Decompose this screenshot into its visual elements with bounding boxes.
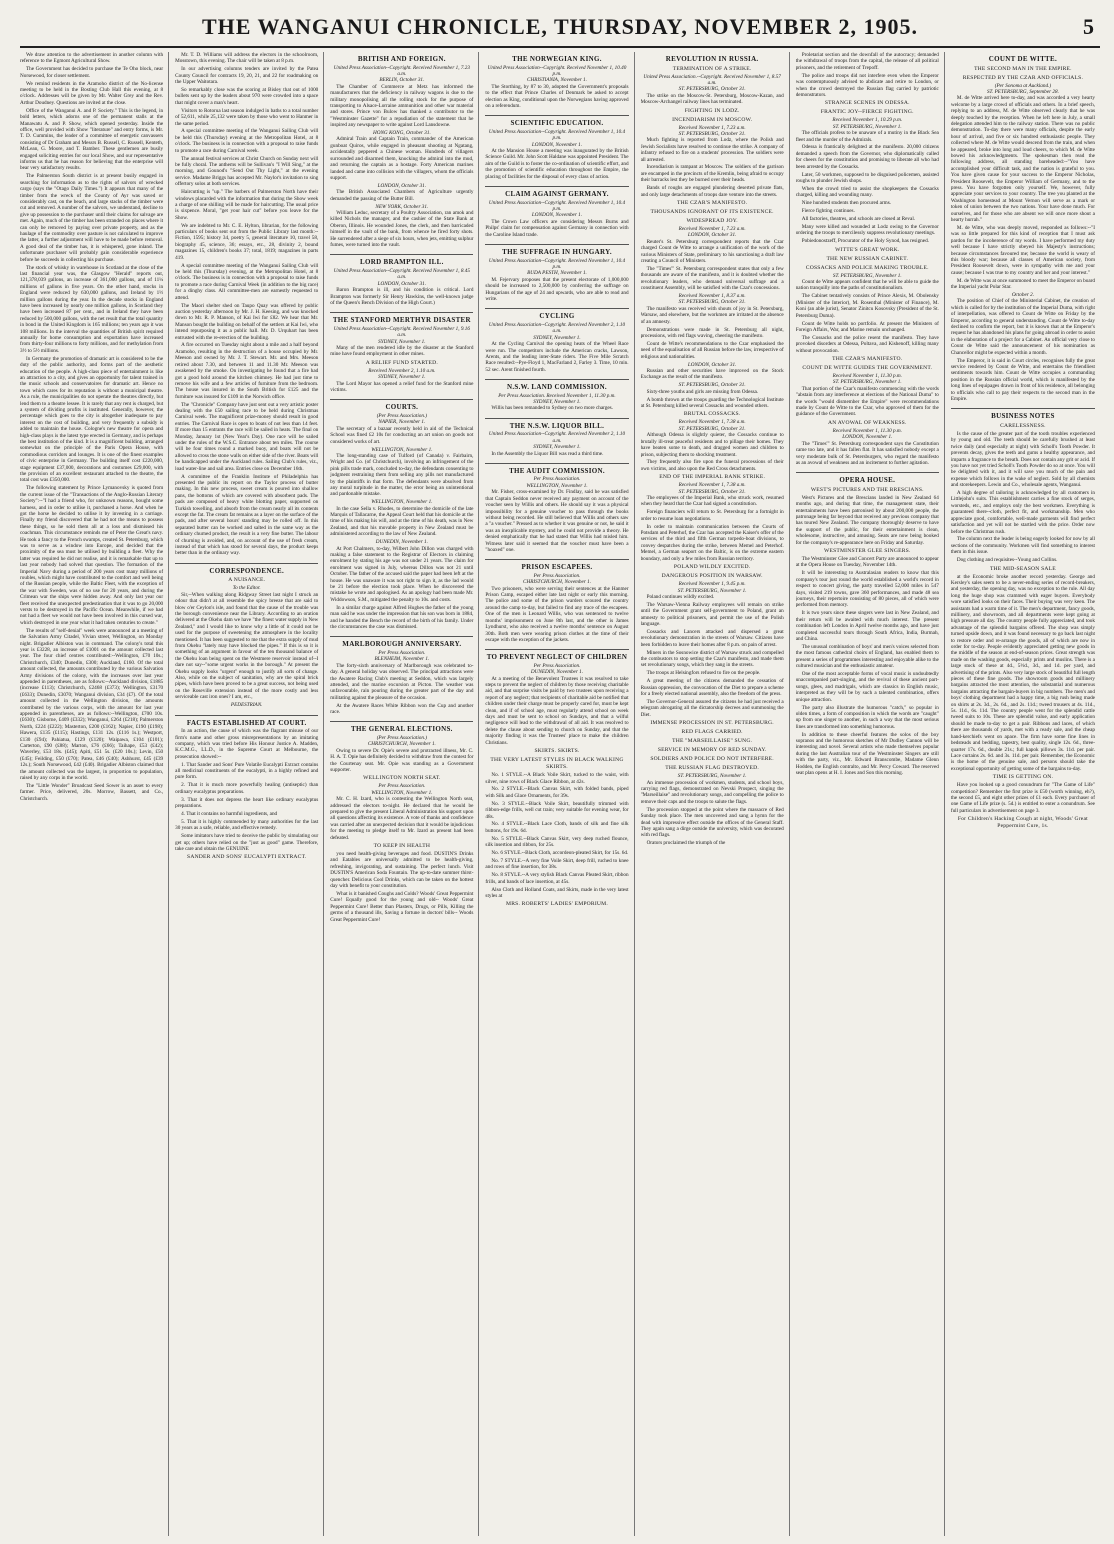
article-paragraph: The manifesto was received with shouts of joy in St. Petersburg, Warsaw, and elsewhere, but the workmen are irritated at the absence of an amnesty. [640,305,784,325]
section-headline: THE N.S.W. LIQUOR BILL. [485,418,628,431]
sub-headline: THOUSANDS IGNORANT OF ITS EXISTENCE. [650,209,774,215]
article-paragraph: Although Odessa is slightly quieter, the Cossacks continue to brutally ill-treat peaceful residents and to pillage their homes. They have beaten some to death, and dragged women and children to prison, subjecting them to shocking treatment. [640,432,784,458]
article-paragraph: In Germany the promotion of dramatic art is considered to be the duty of the public authority, and forms part of the aesthetic education of the people. A high-class piece of entertainment is like an attraction to a city, and gives an opportunity for talent trained in the music schools and conservatoires for dramatic art. Hence no town which cares for its reputation is without a municipal theatre. As a rule, the municipalities do not operate the theatres directly, but lend them to a theatre lessee. It is rarely that any rent is charged, but a system of dividing profits is instituted. Generally, however, the percentage which goes to the city is altogether inadequate to pay interest on the cost of building, and very frequently a subsidy is added to maintain the house. Cologne's new theatre for opera and high-class plays is the latest type erected in Germany, and is perhaps the best institution of the kind. It is a magnificent building, arranged somewhat on the principle of the Paris Opera House, with commodious corridors and lounges. It is one of the finest examples of civic enterprise in Germany. The building itself cost £220,000, stage equipment £37,000, decorations and costumes £29,000, with the provision of an excellent restaurant attached to the theatre, the total cost was £350,000. [20,355,164,484]
dateline: CHRISTCHURCH, November 1. [367,741,436,748]
sub-headline: CARELESSNESS. [1000,422,1046,429]
press-credit: United Press Association--Copyright. Received November 1, 9.16 a.m. [333,325,470,339]
article-paragraph: M. de Witte was at once summoned to meet the Emperor on board the Imperial yacht Polar Star. [950,277,1095,291]
article-paragraph: Have you looked up a good conundrum for "The Game of Life" competition? Remember the first prize is £50 (worth winning, eh?), the second £5, and eight other prizes of £1 each. Every purchaser of one Game of Life prize (s. 5d.) is entitled to enter a conundrum. See full particulars in advertisement on page 3. [950,782,1095,814]
article-paragraph: Pobiedonostzeff, Procurator of the Holy Synod, has resigned. [801,238,929,245]
article-paragraph: Sir,--When walking along Ridgway Street last night I struck an odour that didn't at all resemble the spicy breeze that are said to blow o'er Ceylon's isle, and found that the cause of the trouble was the borough convenience near the Library. According to an oration delivered at the Okehu dam we have "the finest water supply in New Zealand," and I would like to know why a little of it could not be used for the purpose of sweetening the atmosphere in the locality mentioned. It has been suggested to me that the extra supply of mud from Okehu "lately may have blocked the pipes." If this is so it is something of an argument in favour of the ten thousand balance of the Okehu loan being spent on the Westmere reservoir instead of--I dare not say--"some urgent works in the borough." At present the Okehu supply looks "urgent" enough to justify all sorts of change. Also, while on the subject of sanitation, why are the spiral brick pipes, which have been proved to be a great success, not being used on the Roseville extension instead of the more costly and less serviceable cast iron ones? I am, etc., [175,591,319,701]
article-paragraph: The Storthing, by 87 to 30, adopted the Government's proposals to the effect that Prince Charles of Denmark be asked to accept election as King, conditional upon the Norwegians having approved on a referendum. [485,83,629,109]
article-paragraph: No. 4 STYLE.--Black Lace Cloth, bands of silk and fine silk buttons, for 19s. 6d. [485,821,629,834]
article-paragraph: Mr. Fisher, cross-examined by Dr. Findlay, said he was satisfied that Captain Seddon never received any payment on account of the voucher seen by Willis and others. He should say it was a physical impossibility for a genuine voucher to pass through the books without being recorded. He still believed that Willis and others saw a "a voucher." Pressed as to whether it was genuine or not, he said it was an inexplicable mystery, and he could not provide a theory. He denied emphatically that he had stated that Willis had misled him. Witness later said it seemed that the voucher must have been a "hoaxed" one. [485,489,629,553]
sub-headline: TO KEEP IN HEALTH [373,843,431,850]
dateline: BLENHEIM, November 1. [374,656,430,663]
article-paragraph: That portion of the Czar's manifesto commencing with the words "abstain from any interference at elections of the National Duma" to the words "would dismember the Empire" were recommendations made by Count de Witte to the Czar, who approved of them for the guidance of the Government. [795,385,939,418]
sub-headline: WIDESPREAD JOY. [686,218,738,224]
article-paragraph: West's Pictures and the Brescians landed in New Zealand 64 months ago, and during that time, the management state, their entertainments have been patronised by about 200,000 people, the patronage being far beyond that received any previous company that has toured New Zealand. The company thoroughly deserve to have the support of the public, for their entertainment is clean, wholesome, instructive, and amusing. Seats are now being booked for the company's re-appearance here on Friday and Saturday. [795,494,939,546]
sub-headline: A NUISANCE. [228,577,266,584]
article-paragraph: Bands of roughs are engaged plundering deserted private flats, and only large detachments of troops dare venture into the streets. [640,185,784,198]
article-paragraph: The annual festival services at Christ Church on Sunday next will be fully choral. The anthems will be Sullivan's "I Will Sing," at the morning, and Gounod's "Send Out Thy Light," at the evening service. Madame Briggs has accepted Mr. Naylor's invitation to sing offertory solos at both services. [175,155,319,188]
article-paragraph: Sixty-three youths and girls are missing from Odessa. [646,388,759,395]
dateline: ST. PETERSBURG, October 31. [678,299,746,306]
sub-headline: DANGEROUS POSITION IN WARSAW. [661,573,763,580]
article-paragraph: The Crown Law officers are considering Messrs Burns and Philps' claim for compensation against Germany in connection with the Caroline Island trade. [485,218,629,238]
sub-headline: TIME IS GETTING ON. [992,774,1054,781]
dateline: WELLINGTON, November 1. [526,482,588,489]
article-paragraph: 1. That Sander and Sons' Pure Volatile Eucalypti Extract contains all medicinal constituents of the eucalypti, in a highly refined and pure form. [175,761,319,781]
article-paragraph: William Leduc, secretary of a Poultry Association, ran amok and killed Nichols the manager, and the cashier of the State Bank at Oberon, Illinois. He wounded Jones, the clerk, and then barricaded himself in the vault of the bank, from whence he fired forty shots. He surrendered after a siege of six hours, when jets, emitting sulphur fumes, were turned into the vault. [330,209,474,248]
sub-headline: RESPECTED BY THE CZAR AND OFFICIALS. [962,74,1084,81]
sub-headline: SERVICE IN MEMORY OF RED SUNDAY. [657,747,767,754]
sub-headline: THE CZAR'S MANIFESTO. [832,356,903,363]
dateline: CHRISTIANIA, November 1. [527,77,587,84]
section-headline: CYCLING [485,308,628,321]
sub-headline: THE VERY LATEST STYLES IN BLACK WALKING SKIRTS. [490,757,624,771]
article-paragraph: at the Economic broke another record yesterday. George and Kersley's sales seem to be a never-ending series of record-breakers, and yesterday, the opening day, was no exception to the rule. All day long the huge shop was crammed with eager buyers. Everybody wore satisfied looks on their faces. Their buying was very keen. The assistants had a warm time of it. The men's department, fancy goods, millinery, and showroom, and all departments were kept going at high pressure all day. The country people fully appreciated, and took advantage of the splendid bargains offered. The shop was simply turned upside down, and it was found necessary to go back last night to restore order and re-arrange the goods, all of which are now in order for to-day. People evidently appreciated getting new goods in the middle of the season at end-of-season prices. Great strength was made on the washing goods, especially prints and muslins. There is a large stock of these at 4d., 5½d., 3d., and 1d. per yard, and advertising of the prints. Also very large stock of beautiful full length pieces of these fine goods. The showroom goods and millinery bargains attracted the most attention, the substantial and numerous bargains attracting the bargain-buyers in big numbers. The men's and boys' clothing department had a happy time, a big rush being made on shirts at 2s. 3d., 2s. 6d., and 2s. 11d.; tweed trousers at 4s. 11d., 5s. 11d., 6s. 11d. The country people went for the splendid cattle tweed suits to 10s. These are splendid value, and early application should be made to-day to get a pair. Ribbons and laces, of which there are thousands of yards, met with a ready sale, and the cheap hand-kerchiefs went on apace. The firm have some fine lines in bedsteads and bedding, tapestry, best quality, single 12s. 6d., three-quarter 17s. 6d., double 21s.; full kapok pillows 3s. 11d. per pair. Lace curtains 2s. 6d. and 3s. 11d. per pair. Remember, the Economic is the home of the genuine sale, and persons should take the exceptional opportunity of getting some of the bargains to-day. [950,573,1095,772]
article-paragraph: The "Times'" St. Petersburg correspondent states that only a few thousands are aware of the manifesto, and it is doubted whether the revolutionary leaders, who demand universal suffrage and a constituent Assembly, will be satisfied with the Czar's concessions. [640,265,784,292]
press-credit: Received November 1, 8.37 a.m. [678,293,746,300]
dateline: ST. PETERSBURG, November 1. [677,773,747,780]
dateline: SYDNEY, November 1. [533,399,581,406]
sub-headline: WELLINGTON NORTH SEAT. [363,775,441,782]
article-paragraph: Fierce fighting continues. [801,208,855,215]
article-paragraph: Nine hundred students then procured arms. [801,200,892,207]
article-paragraph: In the case Sella v. Rhodes, to determine the domicile of the late Marquis of Tallacarne, the Appeal Court held that his domicile at the time of his making his will, and at the time of his death, was in New Zealand, and that his movable property in New Zealand must be administered according to the law of New Zealand. [330,505,474,538]
article-paragraph: No. 3 STYLE.--Black Voile Skirt, beautifully trimmed with ribbon-edge frills, well cut train; very suitable for evening wear, for 48s. [485,800,629,820]
article-paragraph: 2. That it is much more powerfully healing (antiseptic) than ordinary eucalyptus preparations. [175,782,319,795]
article-paragraph: 3. That it does not depress the heart like ordinary eucalyptus preparations. [175,796,319,810]
article-paragraph: When the crowd tried to assist the shopkeepers the Cossacks charged, killing and wounding many. [795,185,939,199]
column-2 [175,52,324,1536]
article-paragraph: The secretary of a bazaar recently held in aid of the Technical School was fined £2 10s for conducting an art union on goods not considered works of art. [330,425,474,445]
article-paragraph: Willis has been remanded to Sydney on two more charges. [491,405,613,412]
sub-headline: FIGHTING IN LODZ. [684,107,740,114]
article-paragraph: The Government has decided to purchase the Te Oho block, near Norsewood, for closer settlement. [20,66,164,79]
dateline: WELLINGTON, November 1. [371,789,433,796]
article-paragraph: Later, 50 workmen, supposed to be disguised policemen, assisted roughs to plunder Jewish shops. [795,171,939,184]
sub-headline: THE MID-SEASON SALE [989,565,1056,572]
press-credit: Per Press Association. [533,476,581,483]
article-paragraph: We draw attention to the advertisement in another column with reference to the Egmont Agricultural Show. [20,52,164,65]
page-number: 5 [1083,14,1094,39]
section-headline: TO PREVENT NEGLECT OF CHILDREN [485,649,628,662]
dateline: ST. PETERSBURG, October 31. [678,425,746,432]
masthead-title: THE WANGANUI CHRONICLE, THURSDAY, NOVEMBER 2, 1905. [201,14,918,39]
press-credit: Received November 2, 1.10 a.m. [368,367,436,374]
sub-headline: STRANGE SCENES IN ODESSA. [824,100,910,107]
article-paragraph: The results of "self-denial" week were announced at a meeting of the Salvation Army Citadel, Vivian street, Wellington, on Monday night. Brigadier Albiston was in command. The colony's total this year is £3228, an increase of £1001 on the amount collected last year. The four chief centres contributed:--Wellington, £70 10s.; Christchurch, £340; Dunedin, £300; Auckland, £160. Of the total amount collected, the amounts contributed by the various Salvation Army divisions of the colony, with the increases over last year appended in parentheses, are as follows:--Auckland division, £1885 (increase £113); Christchurch, £2468 (£373); Wellington, £3170 (£633); Dunedin, £3070; Wanganui division, £34 (£7). Of the total amount collected in the Wellington division, the amounts contributed by the various corps, with the amount for last year appended in parentheses, are as follows:--Wellington, £700 10s. (£630); Gisborne, £409 (£332); Wanganui, £264 (£218); Palmerston North, £224 (£222); Masterton, £200 (£162); Napier, £190 (£198); Hawera, £135 (£115); Hastings, £131 12s. (£116 1s.); Westport, £130 (£94); Pahiatua, £129 (£120); Waipawa, £104 (£101); Carterton, £90 (£88); Marton, £76 (£66); Taihape, £53 (£42); Waverley, £53 18s. (£45); Apiti, £51 5s. (£20 10s.); Levin, £50 (£45); Feilding, £50 (£70); Patea, £46 (£40); Ashhurst, £45 (£39 12s.); South Norsewood, £42 (£40). Brigadier Albiston claimed that the amount collected was the largest, in proportion to population, raised by any corps in the world. [20,627,164,782]
article-paragraph: Mr. T. D. Williams will address the electors in the schoolroom, Mosstown, this evening. The chair will be taken at 8 p.m. [175,52,319,65]
article-paragraph: A committee of the Franklin Institute of Philadelphia has presented the public its report on the Taylor process of butter making. In this new process, sweet cream is poured into shallow pans, the bottoms of which are covered with absorbent pads. The pads are composed of heavy white blotting paper, supported on Turkish towelling, and absorb from the cream nearly all its contents except the fat. The cream fat remains as a layer on the surface of the pads, and after several hours' standing may be rolled off. In this separated butter can be worked and salted in the same way as the ordinary churned product, the result is a very fine butter. The labour of churning is avoided, and, on account of the use of fresh cream, instead of that which has stood for several days, the product keeps better than in the ordinary way. [175,473,319,557]
article-paragraph: Dog clothing and requisites--Young and Collins. [956,557,1058,564]
article-paragraph: Some imitators have tried to deceive the public by simulating our get up; others have relied on the "just as good" game. Therefore, take care and obtain the GENUINE [175,833,319,852]
press-credit: Per Press Association. [533,572,581,579]
article-paragraph: The "Chronicle" Company have just sent out a very artistic poster dealing with the £50 sailing race to be held during Christmas Carnival week. The magnificent prize-money should result in good entries. The Carnival Race is open to boats of not less than 14 feet. If more than 15 entrants the race will be sailed in heats. The final on Monday, January 1st (New Year's Day). One race will be sailed under the rules of the W.S.C. Entrance about ten miles. The course will be four times round a marked buoy, and boats will not be allowed to cross the stone walls on either side of the river. Boats will be handicapped under the Auckland rules. Sailing Club's rules, viz., load water-line and sail area. Entries close on December 16th. [175,401,319,472]
article-paragraph: Demonstrations were made in St. Petersburg all night, processions, with red flags waving, cheering the manifesto. [640,326,784,339]
article-paragraph: What is it banished Coughs and Colds? Woods' Great Peppermint Cure! Equally good for the young and old-- Woods' Great Peppermint Cure! Better than Plasters, Drugs, or Pills, Killing the germs of a thousand ills, Saving a fortune in doctors' bills-- Woods Great Peppermint Cure! [330,890,474,923]
article-paragraph: The Westminster Glee and Concert Party are announced to appear at the Opera House on Tuesday, November 14th. [795,556,939,569]
article-paragraph: Owing to severe Dr. Opie's severe and protracted illness, Mr. C. H. A. T. Opie has definitely decided to withdraw from the contest for the Courtenay seat. Mr. Opie was standing as a Government supporter. [330,747,474,773]
press-credit: PEDESTRIAN. [230,702,263,709]
press-credit: Received November 1, 10.29 p.m. [832,117,903,124]
article-paragraph: Russian and other securities have improved on the Stock Exchange as the result of the manifesto. [640,368,784,381]
article-paragraph: The "Times'" St. Petersburg correspondent says the Constitution came too late, and it has fallen flat. It has satisfied nobody except a very moderate bulk of St. Petersburgers, who regard the manifesto as an avowal of weakness and an incitement to further agitation. [795,440,939,466]
article-paragraph: One of the most acceptable forms of vocal music is undoubtedly unaccompanied part-singing, and the revival of these ancient part-songs, glees, and madrigals, which are classics in English music, interpreted as they will be by such a talented combination, offers unique attraction. [795,670,939,703]
dateline: ST. PETERSBURG, October 31. [678,382,746,389]
press-credit: United Press Association--Copyright. Received November 1, 10.4 p.m. [488,257,626,270]
press-credit: Received November 1, 11.30 p.m. [832,373,902,380]
article-paragraph: Cossacks and Lancers attacked and dispersed a great revolutionary demonstration in the streets of Warsaw. Citizens have been forbidden to leave their homes after 8 p.m. on pain of arrest. [640,628,784,648]
sub-headline: COSSACKS AND POLICE MAKING TROUBLE. [805,264,929,271]
sub-headline: AN AVOWAL OF WEAKNESS. [827,419,907,426]
dateline: ST. PETERSBURG, October 31. [678,488,746,495]
section-headline: THE GENERAL ELECTIONS. [330,721,473,734]
article-paragraph: A special committee meeting of the Wanganui Sailing Club will be held this (Thursday) evening at the Metropolitan Hotel, at 8 o'clock. The business is in connection with a proposal to raise funds to promote a race during Carnival week. [175,128,319,154]
article-paragraph: No. 2 STYLE.--Black Canvas Skirt, with folded bands, piped with Silk and Glace Ornaments, for 39s. [485,786,629,799]
article-paragraph: A high degree of tailoring is acknowledged by all customers in Littlejohn's suits. This establishment carries a fine stock of serges, worsteds, etc., and employs only the best workmen. Everything is guaranteed there--cloth, perfect fit, and workmanship. Men who appreciate good, comfortable, well-made garments will find perfect satisfaction and yet will not be startled with the price. Order now before the Christmas rush. [950,490,1095,535]
article-paragraph: The "Little Wonder" Broadcast Seed Sower is an asset to every farmer. Price, delivered, 20s. Morrow, Bassett, and Co., Christchurch. [20,783,164,802]
section-headline: THE AUDIT COMMISSION. [485,463,628,476]
section-headline: BUSINESS NOTES [951,408,1095,421]
section-headline: THE STANFORD MERTHYR DISASTER [330,312,473,325]
article-paragraph: The position of Chief of the Ministerial Cabinet, the creation of which is called for by the institution of the Imperial Duma, with right of interpellation, was offered to Count de Witte on Friday by the Emperor, according to general understanding. Count de Witte to-day declined to confirm the report, but it is known that at the Emperor's request he has abandoned his plans for going abroad in order to assist in the elaboration of a project for a Cabinet. An official very close to Count de Witte said the announcement of his nomination as Chancellor might be expected within a month. [950,298,1095,356]
sub-headline: THE NEW RUSSIAN CABINET. [826,255,909,262]
press-credit: United Press Association--Copyright. Received November 1, 10.4 p.m. [488,199,626,212]
columns-container [20,52,1100,1536]
press-credit: United Press Association--Copyright. Received November 1, 8.45 a.m. [333,267,470,281]
article-paragraph: Odessa is frantically delighted at the manifesto. 20,000 citizens demanded a speech from the Governor, who diplomatically called for cheers for the constitution and promising to liberate all who had been arrested by the Cossacks. [795,144,939,170]
section-headline: BRITISH AND FOREIGN. [357,55,446,63]
sub-headline: A RELIEF FUND STARTED. [365,359,438,366]
dateline: LONDON, October 31. [687,232,737,239]
article-paragraph: We remind residents in the Aramoho district of the No-license meeting to be held in the Bosting Club Hall this evening, at 8 o'clock. Addresses will be given by Mr. Walter Grey and the Rev. Arthur Doudney. Questions are invited at the close. [20,80,164,106]
article-paragraph: At the Cycling Carnival the opening heats of the Wheel Race were run. The competitors include the American cracks, Lawson, Arents, and the leading inter-State riders. The Five Mile Scratch Race resulted:--Pye-Floyd 1, MacFarland 2, Farley 3. Time, 10 min. 52 sec. Arent finished fourth. [485,341,629,373]
press-credit: Received November 1, 7.38 a.m. [678,419,746,426]
press-credit: United Press Association--Copyright. Received November 2, 1.10 a.m. [488,321,626,335]
article-paragraph: The Warsaw-Vienna Railway employees will remain on strike until the Government grant self-government to Poland, grant an amnesty to political prisoners, and permit the use of the Polish language. [640,601,784,628]
sub-headline: BRUTAL COSSACKS. [683,411,741,418]
sub-headline: FRANTIC JOY--FIERCE FIGHTING. [820,109,914,116]
dateline: SYDNEY, November 1. [378,338,426,345]
article-paragraph: In an action, the cause of which was the flagrant misuse of our firm's name and other gross misrepresentations by an imitating company, which was tried before His Honour Justice A. Madden, K.C.M.G., LL.D., in the Supreme Court at Melbourne, the prosecution showed:-- [175,728,319,760]
dateline: WELLINGTON, November 1. [371,499,433,506]
article-paragraph: The stock of whisky in warehouse in Scotland at the close of the last financial year was, the Glasgow "Herald" reports out, 121,378,039 gallons, an increase of 361,000 gallons, and of 11¼ millions of gallons in five years. On the other hand, stocks in England were reduced by 630,000 gallons, and Ireland by 1½ million gallons during the year. In the decade stocks in England have been increased by nearly one million gallons, in Scotland they have been increased 87 per cent., and in Ireland they have been reduced by 500,000 gallons, with the net result that the total quantity in bond in the United Kingdom is 165 millions; ten years ago it was 108 millions. In the interval the quantities of British spirit required annually for home consumption and exportation have increased from thirty-four millions to forty millions, and for methylation from 3½ to 5½ millions. [20,264,164,354]
section-headline: CORRESPONDENCE. [175,563,318,576]
column-4 [485,52,634,1536]
article-paragraph: All factories, theatres, and schools are closed at Reval. [801,216,916,223]
dateline: October 2. [1011,292,1034,298]
dateline: DUNEDIN, November 1. [375,539,428,546]
article-paragraph: At the Mansion House a meeting was inaugurated by the British Science Guild. Mr. John Scott Haldane was appointed President. The aim of the Guild is to foster the co-ordination of scientific effort, and the promotion of scientific education throughout the Empire, the placing of facilities for the disposal of every class of action. [485,148,629,180]
column-7 [951,52,1100,1536]
section-headline: THE SUFFRAGE IN HUNGARY. [485,244,628,257]
sub-headline: THE SECOND MAN IN THE EMPIRE. [974,65,1072,72]
article-paragraph: In order to maintain communication between the Courts of Potsdam and Peterhof, the Czar has accepted the Kaiser's offer of the services of the third and fifth German torpedo-boat divisions, to convey despatches during the strike, between Memel and Peterhof. Memel, a German seaport on the Baltic, is on the extreme eastern boundary, and only a few miles from Russian territory. [640,523,784,562]
dateline: LONDON, November 1. [531,141,583,148]
article-paragraph: It is two years since these singers were last in New Zealand, and their return will be awaited with much interest. The present combination left London in April twelve months ago, and have just completed successful tours through South Africa, India, Burmah, and China. [795,610,939,642]
article-paragraph: Two prisoners, who were serving their sentences at the Hanmer Prison Camp, escaped either late last night or early this morning. The police and some of the prison warders scoured the country around the camp to-day, but failed to find any trace of the escapees. One of the men is Leonard Willis, who was sentenced to twelve months' imprisonment on June 8th last, and the other is James Lyndhurst, who also received a twelve months' sentence on August 30th. Both men were wearing prison clothes at the time of their escape with the exception of the jackets. [485,585,629,643]
article-paragraph: Baron Brampton is ill, and his condition is critical. Lord Brampton was formerly Sir Henry Hawkins, the well-known judge of the Queen's Bench Division of the High Court.) [330,287,474,306]
article-paragraph: In addition to these cheerful features the solos of the boy sopranos and the humorous sketches of Mr Dudley Cannon will be interesting and novel. Several artists who made themselves popular during the last Australian tour of the Westminster Singers are still with the party, viz., Mr. Edward Branscombe, Madame Glenn Hodden, the English contralto, and Mr. Percy Coward. The reserved seat plan opens at H. I. Jones and Son this morning. [795,731,939,777]
article-paragraph: Count de Witte holds no portfolio. At present the Ministers of Foreign Affairs, War, and Marine remain unchanged. [795,320,939,333]
article-paragraph: The following statement by Prince Lymanovsky is quoted from the current issue of the "Transactions of the Anglo-Russian Literary Society":--"I had a friend who, for unknown reasons, bought some harness, and in order to utilise it, purchased a horse. And when he got the horse he decided to utilise it by investing in a carriage. Finally my friend discovered that he had not the means to possess these things, so he sold them all at a loss and dismissed his coachman. This circumstance reminds me of Peter the Great's navy. He took a fancy to the French swamps, created St. Petersburg, which was to serve as a window into Europe, and decided that the proximity of the sea must be utilised by building a fleet. Why the latter was required he did not realise, and it is remarkable that up to last year nobody had solved that question. The formation of the Imperial Navy during a period of 200 years cost many millions of roubles, which might have contributed to the comfort and well being of the Russian people, while the Baltic Fleet, with the exception of the war with Sweden, was of no use for 20 years, and during the Crimean war the ships were hidden away. And only last year our fleet received the unexpected predestination that it was to go 20,000 versts to be destroyed in the Pacific Ocean. Meanwhile, if we had not had a fleet we would not have been involved in this cursed war, which destroyed in one year what it had taken centuries to create." [20,485,164,626]
article-paragraph: The unusual combination of boys' and men's voices selected from the most famous cathedral choirs of England, has enabled them to present a series of programmes interesting and enjoyable alike to the cultured musician and the enthusiastic amateur. [795,643,939,670]
article-paragraph: The troops at Helsingfors refused to fire on the people. [646,670,761,677]
article-paragraph: In the Assembly the Liquor Bill was read a third time. [491,450,604,457]
section-headline: FACTS ESTABLISHED AT COURT. [175,715,318,728]
section-headline: MARLBOROUGH ANNIVERSARY. [330,636,473,649]
dateline: LONDON, October 31. [377,182,427,189]
article-paragraph: you need health-giving beverages and food. DUSTIN'S Drinks and Eatables are universally admitted to be health-giving, refreshing, invigorating, and sustaining. The perfect lunch. Visit DUSTIN'S American Soda Fountain. The up-to-date summer thirst-quencher. Delicious Cool Drinks, which can be taken on the hottest day with benefit to your constitution. [330,851,474,890]
article-paragraph: At a meeting of the Benevolent Trustees it was resolved to take steps to prevent the neglect of children by those receiving charitable aid, and that surprise visits be paid by two trustees upon receiving a report of any neglect; that recipients of charitable aid be notified that children under their charge must be properly cared for, must be kept clean, and if of school age, must regularly attend school on week days and must be sent to school on Sundays, and that a wilful negligence will lead to the withdrawal of all aid. It was resolved to delete the clause about sending to church on Sunday, and that the majority finding it was the Trustees' place to make the children Christians. [485,675,629,746]
press-credit: (Per Sonoma at Auckland.) [994,82,1052,89]
section-headline: REVOLUTION IN RUSSIA. [665,55,759,63]
press-credit: Per Press Association. [378,649,426,656]
dateline: NAPIER, November 1. [378,419,426,426]
sub-headline: COUNT DE WITTE GUIDES THE GOVERNMENT. [802,365,933,372]
sub-headline: SANDER AND SONS' EUCALYPTI EXTRACT. [187,854,307,861]
article-paragraph: The forty-sixth anniversary of Marlborough was celebrated to-day. A general holiday was observed. The principal attractions were the Awatere Racing Club's meeting at Seddon, which was largely attended, and the marine excursion at Picton. The weather was unfavourable, rain pouring during the greater part of the day and militating against the pleasure of the occasion. [330,662,474,701]
article-paragraph: The police and troops did not interfere even when the Emperor was contemptuously advised to abdicate and retire to London, or when the crowd destroyed the Russian flag carried by patriotic demonstrators. [795,72,939,98]
dateline: ST. PETERSBURG, November 1. [832,379,902,386]
sub-headline: WESTMINSTER GLEE SINGERS. [823,548,911,555]
article-paragraph: So remarkably close was the scoring at Bisley that out of 1000 bullets sent up by the leaders about 970 were crowded into a space that might cover a man's heart. [175,87,319,106]
press-credit: United Press Association.--Copyright. Received November 1, 8.57 a.m. [643,73,781,86]
press-credit: Received November 1, 11.30 p.m. [832,427,902,434]
column-1 [20,52,169,1536]
dateline: LONDON, October 31. [377,280,427,287]
article-paragraph: Count de Witte's recommendations to the Czar emphasised the need of the equalisation of all Russian before the law, irrespective of religious and nationalities. [640,340,784,360]
dateline: CHRISTCHURCH, November 1. [522,579,591,586]
section-headline: COURTS. [330,399,473,412]
section-headline: N.S.W. LAND COMMISSION. [485,379,628,392]
article-paragraph: Haircutting is "up." The barbers of Palmerston North have their windows placarded with the information that during the Show week a charge of one shilling will be made for haircutting. The usual price is sixpence. Moral, "get your hair cut" before you leave for the Show. [175,189,319,221]
dateline: LONDON, October 31. [687,361,737,368]
article-paragraph: The party also illustrate the humorous "catch," so popular in olden times, a form of composition in which the words are "caught" up from one singer to another, in such a way that the most serious lines are transformed into something humorous. [795,704,939,730]
article-paragraph: At Port Chalmers, to-day, Wilbert John Dillon was charged with making a false statement to the Registrar of Electors in claiming enrolment by stating his age was not under 21 years. The claim for enrolment was signed in July, whereas Dillon was not 21 until October. The father of the accused said the paper had been left at the house. He was unaware it was not right to sign it, as the lad would be 21 before the election took place. When he discovered the mistake he wrote and apologised. As an apology had been made Mr. Widdowson, S.M., mitigated the penalty to 10s. and costs. [330,545,474,603]
press-credit: United Press Association--Copyright. Received November 1, 7.23 a.m. [333,64,470,77]
article-paragraph: Orators proclaimed the triumph of the [646,840,726,847]
article-paragraph: Foreign financiers will return to St. Petersburg for a fortnight in order to resume loan negotiations. [640,509,784,522]
article-paragraph: The Cabinet tentatively consists of Prince Alexis, M. Obolensky (Minister of the Interior), M. Rosenthal (Minister of Finance), M. Koni (an able jurist), Senator Zinitcu Kosovsky (President of the St. Petersburg Duma). [795,293,939,319]
article-paragraph: No. 8 STYLE.--A very stylish Black Canvas Pleated Skirt, ribbon frills, and bands of lace insertion, at 45s. [485,872,629,885]
dateline: ST. PETERSBURG, September 28. [986,88,1059,95]
sub-headline: MRS. ROBERTS' LADIES' EMPORIUM. [506,901,608,908]
article-paragraph: M. de Witte arrived here to-day, and was accorded a very hearty welcome by a large crowd of officials and others. In a brief speech, replying to an address, M. de Witte observed clearly that he was deeply touched by the reception. When he left here in July, a small delegation attended him to the railway station. There was no public demonstration. To-day there were many officials, despite the early hour of arrival, and five or six hundred enthusiastic people. They collected where M. de Witte would descend from the train, and when he appeared, broke into long and loud cheers, to which M. de Witte bowed his acknowledgments. The spokesman then read the following address, all standing bareheaded:--"You have accomplished your difficult task, and the nation is grateful to you. You have given cause for your success to the Emperor Nicholas, President Roosevelt, the Emperor William of Germany, and to the press. You have forgotten only yourself. We, however, fully appreciate your services to your country. The tree you planted at the Washington homestead at Mount Vernon will serve as a mark or token of union between the two nations. Your have done much. For ourselves, and for those who are absent we will once more shout a hearty hurrah." [950,95,1095,224]
article-paragraph: Mr. C. H. Izard, who is contesting the Wellington North seat, addressed the electors to-night. He declared that he would be prepared to give the present Liberal Administration his support upon all questions affecting its existence. A vote of thanks and confidence was carried after an unexpected decision that it would be injudicious for the meeting to pledge itself to Mr. Izard as present had been defeated. [330,796,474,841]
article-paragraph: Office of the Wanganui A. and P. Society." This is the legend, in bold letters, which adorns one of the permanent stalls at the Manawatu A. and P. Show, which opened yesterday. Inside the office, well provided with Show "literature" and entry forms, is Mr. T. D. Cummins, the leader of a committee of energetic canvassers consisting of Dr Graham and Messrs B. Russell, C. Russell, Kenteth, McLean, G. Moore, and T. Bamber. These gentlemen are busily engaged soliciting entries for our local Show, and our representative informs us that he has reason for believing that the enterprise will bear very satisfactory results. [20,107,164,172]
article-paragraph: The long-standing case of Tulford (of Canada) v. Fairbairn, Wright and Co. (of Christchurch), involving an infringement of the pink pills trade mark, concluded to-day, the defendants consenting to judgment restraining them from selling any pills not manufactured by the plaintiffs in that form. The defendants were absolved from any moral turpitude in the matter, the error being an unintentional and pardonable mistake. [330,452,474,498]
press-credit: To the Editor. [232,585,261,592]
dateline: DUNEDIN, November 1. [530,669,584,676]
article-paragraph: Is the cause of the greater part of the tooth troubles experienced by young and old. The teeth should be carefully brushed at least twice daily (and especially at night) with Scholl's Tooth Powder. It prevents decay, gives the teeth and gums a healthy appearance, and imparts a fragrance to the breath. Does not contain any grit or acid. If you have not yet tried Scholl's Tooth Powder do so at once. You will be delighted with it, and it will save you much of the pain and expense which follows in the wake of neglect. Sold by all chemists and storekeepers. Lewin and Co., wholesale agents, Wanganui. [950,430,1095,489]
sub-headline: TERMINATION OF A STRIKE. [672,65,752,72]
section-headline: LORD BRAMPTON ILL. [330,254,473,267]
dateline: ST. PETERSBURG, October 31. [678,130,746,137]
press-credit: Received November 1, 7.38 a.m. [678,482,746,489]
article-paragraph: Poland continues wildly excited. [646,593,715,600]
article-paragraph: M. Fejervary proposes that the present electorate of 1,000,000 should be increased to 2,500,000 by conferring the suffrage on Hungarians of the age of 24 and upwards, who are able to read and write. [485,276,629,302]
article-paragraph: Reuter's St. Petersburg correspondent reports that the Czar charged Count de Witte to arrange a unification of the work of the various Ministers of State, preliminary to his sanctioning a draft law creating a Council of Ministers. [640,238,784,265]
sub-headline: WITTE'S GREAT WORK. [835,246,900,253]
section-headline: PRISON ESCAPEES. [485,559,628,572]
dateline: HONG KONG, October 31. [372,130,431,137]
article-paragraph: Much fighting is reported from Lodz, where the Polish and Jewish Socialists have resolved to continue the strike. A company of infantry refused to fire on a students' procession. The soldiers were all arrested. [640,137,784,163]
article-paragraph: The Maori shelter shed on Taupo Quay was offered by public auction yesterday afternoon by Mr. J. H. Keesing, and was knocked down to Mr. R. P. Manson, of Kai Iwi for £82. We hear that Mr. Manson bought the building on behalf of the settlers at Kai Iwi, who intend repurposing it as a public hall. Mr. D. Urquhart has been entrusted with the re-erection of the building. [175,302,319,341]
press-credit: (Per Press Association.) [376,412,427,419]
press-credit: United Press Association--Copyright. Received November 1, 10.40 p.m. [487,64,627,77]
dateline: NEW YORK, October 31. [375,203,429,210]
article-paragraph: The Governor-General assured the citizens he had just received a telegram abrogating all the dictatorship decrees and summoning the Diet. [640,699,784,718]
dateline: LONDON, November 1. [842,434,893,441]
article-paragraph: Also Cloth and Holland Coats, and Skirts, made in the very latest styles at [485,886,629,899]
sub-headline: INCENDIARISM IN MOSCOW. [672,116,753,123]
dateline: SYDNEY, November 1. [533,444,581,451]
article-paragraph: We are indebted to Mr. C. E. Hylton, librarian, for the following particulars of books sent out from the Public Library last month:--Fiction, 1595; history 34, poetry 5, general literature 10, travel 58, biography 45, science, 36; essays, etc., 28, divinity 2, bound magazines 15, children's books 37; total, 1819; magazines in parts 419. [175,222,319,261]
dateline: ST. PETERSBURG, November 1. [677,587,747,594]
dateline: BUDA PESTH, November 1. [527,270,587,277]
dateline: SYDNEY, November 1. [378,374,426,381]
section-headline: CLAIM AGAINST GERMANY. [485,186,628,199]
article-paragraph: No. 7 STYLE.--A very fine Voile Skirt, deep frill, ruched to knee and rows of fine insertion, for 38s. [485,857,629,871]
article-paragraph: Visitors to Rotorua last season indulged in baths to a total number of 52,611, while 25,132 were taken by those who went to Hanmer in the same period. [175,107,319,127]
article-paragraph: It will be interesting to Australasian readers to know that this company's tour just round the world established a world's record in respect to concert giving, the party travelled 52,000 miles in 547 days, visited 219 towns, gave 360 performances, and made 48 sea journeys, their repertoire consisting of 80 pieces, all of which were performed from memory. [795,570,939,609]
article-paragraph: The Emperor, it is said in Court circles, recognises fully the great service rendered by Count de Witte, and entertains the friendliest sentiments towards him. Count de Witte occupies a commanding position in the Russian official world, which is manifested by the long lines of equipages drawn in front of his residence, all belonging to officials who call to pay their respects to the second man in the Empire. [950,357,1095,402]
press-credit: Received November 1, 7.23 a.m. [678,226,746,232]
article-paragraph: No. 1 STYLE.--A Black Voile Skirt, tucked to the waist, with silver, nine rows of Black Glace Ribbon, at 42s. [485,772,629,785]
press-credit: Received November 1, 9.45 p.m. [678,581,746,588]
section-headline: THE NORWEGIAN KING. [512,55,602,63]
sub-headline: SOLDIERS AND POLICE DO NOT INTERFERE. [650,756,774,763]
sub-headline: IMMENSE PROCESSION IN ST. PETERSBURG. [650,720,774,727]
dateline: WELLINGTON, November 1. [371,446,433,453]
dateline: ST. PETERSBURG, November 1. [832,123,902,130]
article-paragraph: Proletariat section and the downfall of the autocracy; demanded the withdrawal of troops from the capital, the release of all political prisoners, and the retirement of Trepoff. [795,52,939,71]
section-headline: OPERA HOUSE. [796,472,939,485]
article-paragraph: Admiral Train and Captain Train, commander of the American gunboat Quiros, while engaged in pheasant shooting at Ngatang, accidentally peppered a Chinese woman. Hundreds of villagers surrounded and disarmed them, knocking the admiral into the mud, and returning the captain as a hostage. Forty American marines landed and came into collision with the villagers, whom the officials support. [330,136,474,181]
dateline: BERLIN, October 31. [379,77,425,84]
article-paragraph: Count de Witte appears confident that he will be able to guide the nation tranquilly into the paths of constitutionalism. [795,279,939,292]
dateline: ST. PETERSBURG, November 1. [832,272,902,279]
section-headline: COUNT DE WITTE. [988,55,1058,63]
dateline: LONDON, November 1. [531,212,583,219]
sub-headline: For Children's Hacking Cough at night, Woods' Great Peppermint Cure, 1s. [957,816,1088,830]
sub-headline: END OF THE IMPERIAL BANK STRIKE. [659,474,766,481]
article-paragraph: At the Awatere Races White Ribbon won the Cup and another race. [330,702,474,716]
article-paragraph: The Palmerston South district is at present busily engaged in searching for information as to the rights of salvors of wrecked cargo (says the "Otago Daily Times.") It appears that many of the timber from the wreck of the County of Ayr was saved or considerably cast, on the beach, and large stacks of the timber were cut and removed. A number of the salvors, we understand, decline to give up possession to the purchaser until their claims for salvage are met. Again, much of the timber has been stranded on places where it can only be removed by paying over private property, and as the haulage of the commodity over pasture is not calculated to improve the latter, a further adjustment will have to be made before removal. A good deal of the timber has, it is whispered, gone inland. The unfortunate purchaser will probably gain considerable experience before he succeeds in collecting his purchase. [20,173,164,263]
article-paragraph: M. de Witte, who was deeply moved, responded as follows:--"I was so little prepared for this kind of reception that I must ask pardon for the incoherence of my words. I have performed my duty well because I have strictly obeyed his Majesty's instructions; because circumstances favoured me; because the world is weary of this bloody war; because all classes of American society, from President Roosevelt down, were in sympathy with me and your cause; because I was true to my country and her and your interest." [950,224,1095,276]
article-paragraph: A bomb thrown at the troops guarding the Technological Institute at St. Petersburg killed several Cossacks and wounded others. [640,396,784,410]
article-paragraph: In our advertising columns tenders are invited by the Patea County Council for contracts 19, 20, 21, and 22 for roadmaking on the Upper Waitotara. [175,66,319,86]
press-credit: United Press Association--Copyright. Received November 1, 10.4 p.m. [488,128,626,142]
article-paragraph: Incendiarism is rampant at Moscow. The soldiers of the garrison are encamped in the precincts of the Kremlin, being afraid to occupy their barracks lest they be burned over their heads. [640,164,784,184]
article-paragraph: In a similar charge against Alfred Hughes the father of the young man said he was under the impression that his son was born in 1884, and he handed the Bench the record of the birth of his family. Under the circumstances the case was dismissed. [330,604,474,630]
article-paragraph: The Lord Mayor has opened a relief fund for the Stanford mine victims. [330,380,474,394]
article-paragraph: The British Associated Chambers of Agriculture urgently demanded the passing of the Butter Bill. [330,189,474,202]
article-paragraph: The officials profess to be unaware of a mutiny in the Black Sea fleet and the murder of the Admirals. [795,130,939,143]
article-paragraph: The strike on the Moscow-St. Petersburg, Moscow-Kazan, and Moscow-Archangel railway lines has terminated. [640,92,784,106]
press-credit: Per Press Association. Received November 1, 11.30 p.m. [498,392,616,399]
masthead [20,8,1100,48]
sub-headline: RED FLAGS CARRIED. [681,729,743,736]
column-5 [641,52,790,1536]
article-paragraph: The column next the leader is being eagerly looked for now by all sections of the community. Workmen will find something to interest them in this issue. [950,536,1095,556]
article-paragraph: A fire occurred on Tuesday night about a mile and a half beyond Aramoho, resulting in the destruction of a house occupied by Mr. Meeson and owned by Mr. J. T. Stewart. Mr. and Mrs. Meeson retired about 7.30, and between 11 and 11.30 Mr. Meeson was awakened by the smoke. On investigating he found that a fire had got a good hold around the kitchen chimney. He had just time to remove his wife and a few articles of furniture from the bedroom. The house was insured in the South British for £125 and the furniture was insured for £109 in the Norwich office. [175,342,319,400]
article-paragraph: The Chamber of Commerce at Metz has informed the manufacturers that the deficiency in railway wagons is due to the military monopolising all the rolling stock for the purpose of transporting to Alsace-Lorraine ammunition and other war material and stores. Prince von Bulow has thanked a contributor to the "Westminster Gazette" for a repudiation of the statement that he inspired any newspaper to write against Lord Lansdowne. [330,83,474,129]
sub-headline: THE CZAR'S MANIFESTO. [677,200,748,206]
article-paragraph: A great meeting of the citizens demanded the cessation of Russian oppression, the convocation of the Diet to prepare a scheme for a freely elected national assembly, also the freedom of the press. [640,678,784,698]
press-credit: Per Press Association. [378,783,426,790]
press-credit: Received November 1, 7.23 a.m. [678,124,746,131]
article-paragraph: Miners in the Sosnowice district of Warsaw struck and compelled the combustors to stop setting the Czar's manifesto, and made them set revolutionary songs, which they sang in the streets. [640,649,784,669]
sub-headline: WEST'S PICTURES AND THE BRESCIANS. [810,486,924,493]
section-headline: SCIENTIFIC EDUCATION. [485,115,628,128]
article-paragraph: No. 5 STYLE.--Black Canvas Skirt, very deep ruched flounce, silk insertion and ribbon, for 25s. [485,835,629,849]
article-paragraph: 4. That it contains no harmful ingredients, and [181,810,278,817]
sub-headline: SKIRTS. SKIRTS. [534,748,580,755]
sub-headline: POLAND WILDLY EXCITED. [673,564,751,571]
press-credit: Per Press Association. [533,662,581,669]
press-credit: United Press Association--Copyright. Received November 2, 1.10 a.m. [488,431,626,444]
article-paragraph: They frequently also fire upon the funeral processions of their own victims, and also upon the Red Cross detachments. [640,459,784,472]
article-paragraph: No. 6 STYLE.--Black Cloth, accordeon-pleated Skirt, for 15s. 6d. [491,850,629,857]
article-paragraph: 5. That it is highly commended by many authorities for the last 30 years as a safe, reliable, and effective remedy. [175,818,319,832]
article-paragraph: The procession stopped at the point where the massacre of Red Sunday took place. The men uncovered and sang a hymn for the dead with impressive effect outside the offices of the General Staff. They again sang a dirge outside the university, which was decorated with red flags. [640,806,784,839]
dateline: ST. PETERSBURG, October 31. [678,86,746,93]
article-paragraph: The Cossacks and the police resent the manifesto. They have provoked disorders at Odessa, Poltava, and Kishenoff, killing many without provocation. [795,334,939,354]
article-paragraph: A special committee meeting of the Wanganui Sailing Club will be held this (Thursday) evening, at the Metropolitan Hotel, at 8 o'clock. The business is in connection with a proposal to raise funds to promote a race during Carnival Week (in addition to the big race) for a dinghy class. All committee-men are earnestly requested to attend. [175,262,319,301]
press-credit: (Per Press Association.) [376,734,427,741]
column-6 [796,52,945,1536]
article-paragraph: Many were killed and wounded at Lodz owing to the Governor ordering the troops to mercilessly suppress revolutionary meetings. [795,223,939,237]
sub-headline: THE "MARSEILLAISE" SUNG. [672,738,753,745]
article-paragraph: Many of the men rendered idle by the disaster at the Stanford mine have found employment in other mines. [330,345,474,358]
article-paragraph: An immense procession of workmen, students, and school boys, carrying red flags, demonstrated on Nevski Prospect, singing the "Marseillaise" and revolutionary songs, and compelling the police to remove their caps and the troops to salute the flags. [640,779,784,805]
sub-headline: THE RUSSIAN FLAG DESTROYED. [665,765,759,772]
dateline: SYDNEY, November 1. [533,334,581,341]
column-3 [330,52,479,1536]
article-paragraph: The employees of the Imperial Bank, who struck work, resumed when they heard that the Czar had signed a constitution. [640,495,784,508]
